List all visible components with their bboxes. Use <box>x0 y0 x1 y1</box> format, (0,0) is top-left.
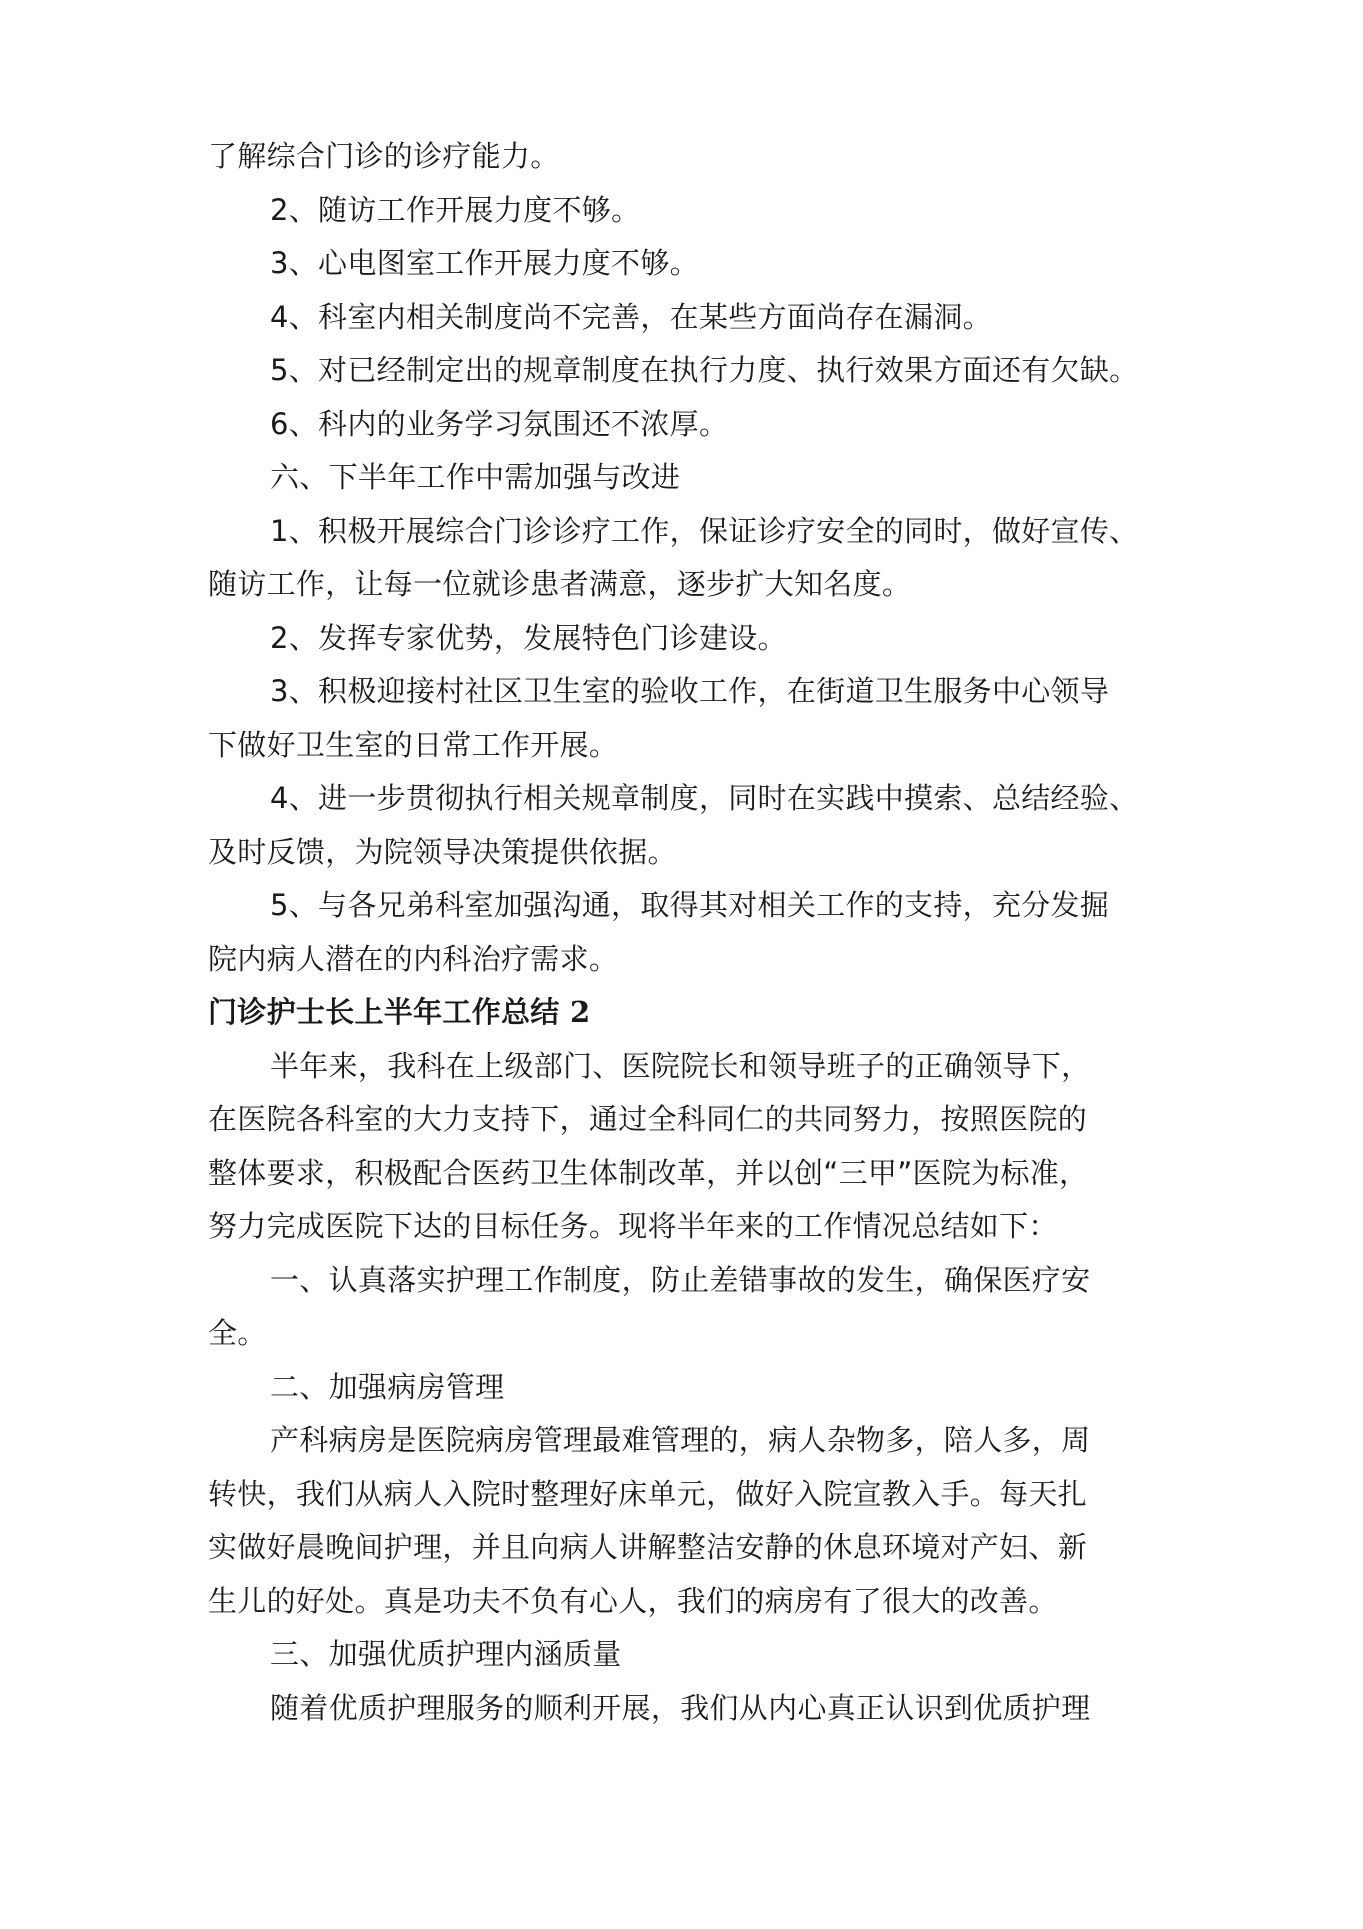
section-heading: 三、加强优质护理内涵质量 <box>270 1637 622 1671</box>
text-line: 1、积极开展综合门诊诊疗工作，保证诊疗安全的同时，做好宣传、 <box>270 513 1139 548</box>
text-line: 转快，我们从病人入院时整理好床单元，做好入院宣教入手。每天扎 <box>208 1476 1088 1511</box>
text-line: 5、与各兄弟科室加强沟通，取得其对相关工作的支持，充分发掘 <box>270 888 1110 922</box>
text-line: 生儿的好处。真是功夫不负有心人，我们的病房有了很大的改善。 <box>208 1583 1058 1618</box>
text-line: 3、积极迎接村社区卫生室的验收工作，在街道卫生服务中心领导 <box>270 674 1110 708</box>
text-line: 努力完成医院下达的目标任务。现将半年来的工作情况总结如下： <box>208 1209 1058 1243</box>
text-line: 3、心电图室工作开展力度不够。 <box>270 246 699 280</box>
article-title: 门诊护士长上半年工作总结 2 <box>208 995 591 1029</box>
text-line: 半年来，我科在上级部门、医院院长和领导班子的正确领导下， <box>270 1048 1091 1083</box>
text-line: 6、科内的业务学习氛围还不浓厚。 <box>270 406 729 441</box>
text-line: 下做好卫生室的日常工作开展。 <box>208 727 619 762</box>
text-line: 4、进一步贯彻执行相关规章制度，同时在实践中摸索、总结经验、 <box>270 781 1139 815</box>
text-line: 实做好晨晚间护理，并且向病人讲解整洁安静的休息环境对产妇、新 <box>208 1530 1088 1564</box>
text-line: 了解综合门诊的诊疗能力。 <box>208 139 560 173</box>
section-heading: 六、下半年工作中需加强与改进 <box>270 460 681 494</box>
text-line: 在医院各科室的大力支持下，通过全科同仁的共同努力，按照医院的 <box>208 1102 1088 1136</box>
text-line: 院内病人潜在的内科治疗需求。 <box>208 941 619 976</box>
text-line: 4、科室内相关制度尚不完善，在某些方面尚存在漏洞。 <box>270 299 992 334</box>
text-line: 一、认真落实护理工作制度，防止差错事故的发生，确保医疗安 <box>270 1262 1091 1297</box>
text-line: 整体要求，积极配合医药卫生体制改革，并以创“三甲”医院为标准， <box>208 1155 1089 1190</box>
text-line: 全。 <box>208 1316 267 1350</box>
document-body <box>208 130 1188 1735</box>
text-line: 2、随访工作开展力度不够。 <box>270 192 641 227</box>
text-line: 5、对已经制定出的规章制度在执行力度、执行效果方面还有欠缺。 <box>270 353 1139 387</box>
text-line: 随着优质护理服务的顺利开展，我们从内心真正认识到优质护理 <box>270 1690 1091 1725</box>
text-line: 产科病房是医院病房管理最难管理的，病人杂物多，陪人多，周 <box>270 1423 1091 1457</box>
text-line: 及时反馈，为院领导决策提供依据。 <box>208 834 677 869</box>
section-heading: 二、加强病房管理 <box>270 1369 505 1404</box>
text-line: 2、发挥专家优势，发展特色门诊建设。 <box>270 620 787 655</box>
text-line: 随访工作，让每一位就诊患者满意，逐步扩大知名度。 <box>208 567 912 601</box>
